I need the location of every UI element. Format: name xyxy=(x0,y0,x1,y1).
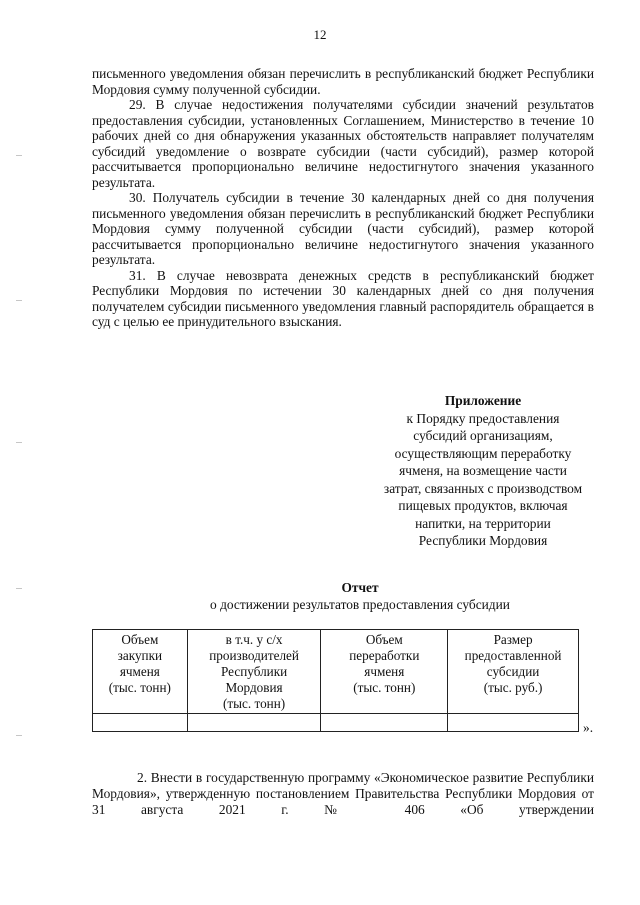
header-line: производителей xyxy=(209,648,299,663)
header-line: (тыс. тонн) xyxy=(353,680,416,695)
report-cell xyxy=(448,714,579,732)
page-number: 12 xyxy=(313,27,327,42)
header-line: (тыс. тонн) xyxy=(223,696,286,711)
header-line: в т.ч. у с/х xyxy=(225,632,283,647)
paragraph-31: 31. В случае невозврата денежных средств в республиканский бюджет Республики Мордовия по истечении 30 календарных дней со дня получения получателем субсидии письменного уведомления главный распорядитель обращается в суд с целью ее принудительного взыскания. xyxy=(92,267,594,329)
appendix-line: Республики Мордовия xyxy=(418,533,548,548)
appendix-line: ячменя, на возмещение части xyxy=(399,463,567,478)
body-text xyxy=(92,66,594,330)
report-title: Отчет xyxy=(341,580,379,595)
header-line: (тыс. тонн) xyxy=(108,680,171,695)
header-cell-subsidy-amount xyxy=(448,630,579,714)
section-2 xyxy=(92,770,594,817)
report-cell xyxy=(321,714,448,732)
paragraph-continuation: письменного уведомления обязан перечислить в республиканский бюджет Республики Мордовия сумму полученной субсидии. xyxy=(92,66,594,97)
report-header-row xyxy=(93,630,579,714)
header-line: субсидии xyxy=(486,664,540,679)
report-subtitle: о достижении результатов предоставления субсидии xyxy=(210,597,510,612)
paragraph-30: 30. Получатель субсидии в течение 30 календарных дней со дня получения письменного уведомления обязан перечислить в республиканский бюджет Республики Мордовия сумму полученной субсидии (части субсидий), размер которой рассчитывается пропорционально величине недостигнутого значения указанного результата. xyxy=(92,190,594,267)
margin-tick-mark xyxy=(16,588,22,589)
header-line: Размер xyxy=(493,632,533,647)
header-line: Объем xyxy=(365,632,403,647)
appendix-block xyxy=(360,392,606,550)
appendix-line: пищевых продуктов, включая xyxy=(398,498,568,513)
margin-tick-mark xyxy=(16,442,22,443)
header-line: ячменя xyxy=(119,664,160,679)
header-cell-purchase-volume xyxy=(93,630,188,714)
appendix-line: осуществляющим переработку xyxy=(394,445,572,461)
header-line: переработки xyxy=(349,648,420,663)
paragraph-29: 29. В случае недостижения получателями субсидии значений результатов предоставления субсидии, установленных Соглашением, Министерство в течение 10 рабочих дней со дня обнаружения указанных обстоятельств направляет получателям субсидий уведомление о возврате субсидии (части субсидий), размер которой рассчитывается пропорционально величине недостигнутого значения указанного результата. xyxy=(92,97,594,190)
appendix-caption xyxy=(360,410,606,550)
appendix-title: Приложение xyxy=(444,393,522,408)
appendix-line: напитки, на территории xyxy=(415,515,551,531)
header-line: ячменя xyxy=(364,664,405,679)
report-data-row xyxy=(93,714,579,732)
margin-tick-mark xyxy=(16,735,22,736)
header-cell-local-producers xyxy=(187,630,321,714)
appendix-line: субсидий организациям, xyxy=(413,428,553,443)
header-line: (тыс. руб.) xyxy=(483,680,543,695)
header-line: предоставленной xyxy=(464,648,562,663)
header-line: Объем xyxy=(121,632,159,647)
section-2-paragraph: 2. Внести в государственную программу «Экономическое развитие Республики Мордовия», утвержденную постановлением Правительства Республики Мордовия от 31 августа 2021 г. № 406 «Об утверждении xyxy=(92,770,594,817)
margin-tick-mark xyxy=(16,300,22,301)
header-cell-processing-volume xyxy=(321,630,448,714)
report-cell xyxy=(187,714,321,732)
margin-tick-mark xyxy=(16,155,22,156)
header-line: Мордовия xyxy=(225,680,283,695)
header-line: Республики xyxy=(221,664,288,679)
appendix-line: к Порядку предоставления xyxy=(406,410,560,426)
header-line: закупки xyxy=(117,648,163,663)
closing-quote-mark: ». xyxy=(583,720,594,735)
report-table xyxy=(92,629,579,732)
report-cell xyxy=(93,714,188,732)
appendix-line: затрат, связанных с производством xyxy=(383,480,583,496)
